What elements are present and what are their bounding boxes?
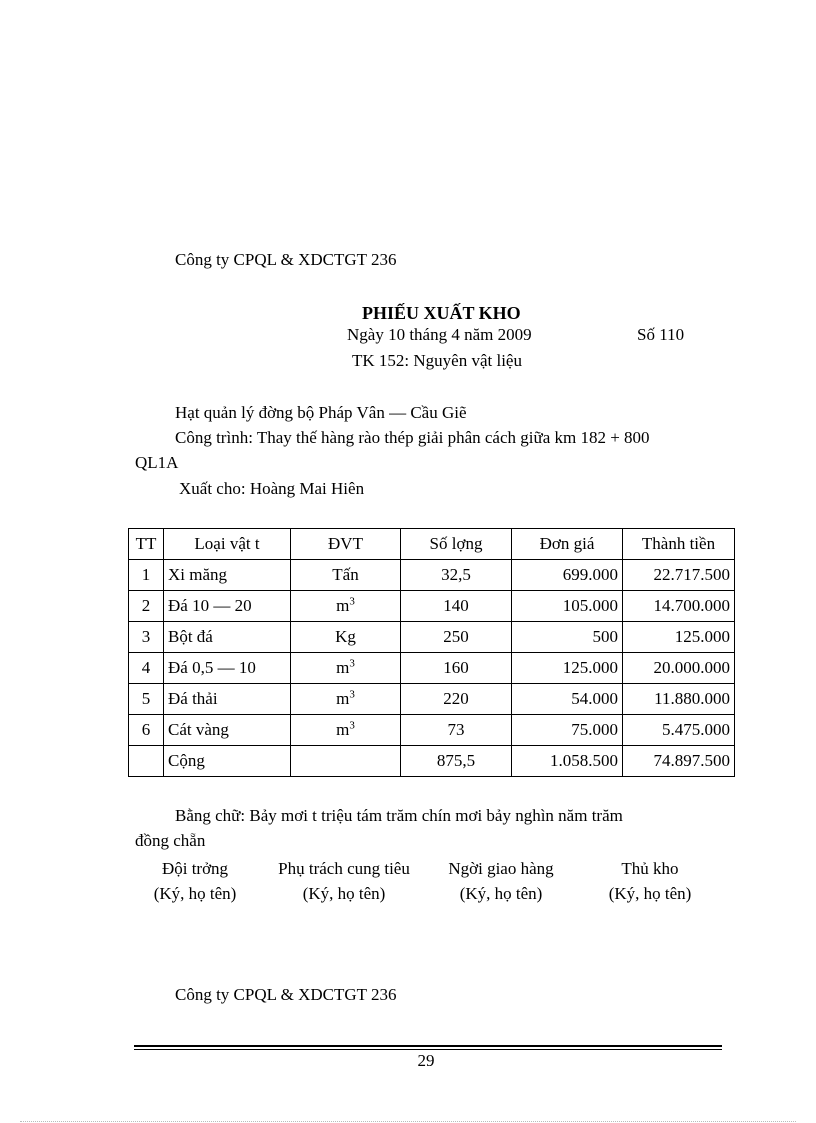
header-tt: TT xyxy=(129,529,164,560)
cell-amount: 20.000.000 xyxy=(623,653,735,684)
table-header-row xyxy=(129,529,735,560)
cell-unit: $m^3$ xyxy=(291,715,401,746)
footer-divider xyxy=(134,1045,722,1047)
total-unit-price: 1.058.500 xyxy=(512,746,623,777)
signature-note: (Ký, họ tên) xyxy=(302,884,386,903)
cell-tt: 2 xyxy=(129,591,164,622)
signature-team-leader xyxy=(120,856,270,906)
table-row xyxy=(129,653,735,684)
table-row xyxy=(129,591,735,622)
cell-amount: 125.000 xyxy=(623,622,735,653)
header-material: Loại vật t xyxy=(164,529,291,560)
header-unit: ĐVT xyxy=(291,529,401,560)
table-total-row xyxy=(129,746,735,777)
materials-table xyxy=(128,528,735,777)
cell-unit-price: 699.000 xyxy=(512,560,623,591)
cell-material: Đá 10 — 20 xyxy=(164,591,291,622)
cell-unit: $m^3$ xyxy=(291,591,401,622)
total-amount: 74.897.500 xyxy=(623,746,735,777)
cell-unit-price: 125.000 xyxy=(512,653,623,684)
signature-note: (Ký, họ tên) xyxy=(459,884,543,903)
signature-role: Phụ trách cung tiêu xyxy=(278,859,410,878)
table-row xyxy=(129,622,735,653)
table-row xyxy=(129,560,735,591)
footer-divider-thin xyxy=(134,1049,722,1050)
account-code: TK 152: Nguyên vật liệu xyxy=(352,351,522,370)
signature-role: Ngời giao hàng xyxy=(448,859,554,878)
cell-material: Cát vàng xyxy=(164,715,291,746)
cell-material: Xi măng xyxy=(164,560,291,591)
table-row xyxy=(129,684,735,715)
amount-in-words-line-1: Bằng chữ: Bảy mơi t triệu tám trăm chín mơi bảy nghìn năm trăm xyxy=(175,806,623,825)
signature-note: (Ký, họ tên) xyxy=(608,884,692,903)
cell-unit: $m^3$ xyxy=(291,653,401,684)
cell-quantity: 220 xyxy=(401,684,512,715)
cell-quantity: 140 xyxy=(401,591,512,622)
cell-unit-price: 500 xyxy=(512,622,623,653)
issued-to: Xuất cho: Hoàng Mai Hiên xyxy=(179,479,365,498)
cell-tt: 6 xyxy=(129,715,164,746)
cell-material: Đá thải xyxy=(164,684,291,715)
project-line-2: QL1A xyxy=(135,453,179,472)
cell-unit-price: 75.000 xyxy=(512,715,623,746)
cell-unit: Kg xyxy=(291,622,401,653)
cell-quantity: 73 xyxy=(401,715,512,746)
amount-in-words-line-2: đồng chẵn xyxy=(135,831,206,850)
document-date: Ngày 10 tháng 4 năm 2009 xyxy=(347,325,532,344)
total-label: Cộng xyxy=(164,746,291,777)
cell-unit-price: 54.000 xyxy=(512,684,623,715)
cell-quantity: 250 xyxy=(401,622,512,653)
page-bottom-dotted-line xyxy=(20,1121,796,1122)
signature-role: Thủ kho xyxy=(621,859,679,878)
cell-unit-price: 105.000 xyxy=(512,591,623,622)
signature-deliverer xyxy=(426,856,576,906)
total-quantity: 875,5 xyxy=(401,746,512,777)
page-number: 29 xyxy=(417,1051,435,1070)
cell-tt: 5 xyxy=(129,684,164,715)
signature-role: Đội trởng xyxy=(161,859,229,878)
cell-amount: 14.700.000 xyxy=(623,591,735,622)
cell-tt: 4 xyxy=(129,653,164,684)
signature-storekeeper xyxy=(575,856,725,906)
cell-amount: 22.717.500 xyxy=(623,560,735,591)
signature-supply-manager xyxy=(269,856,419,906)
cell-tt-empty xyxy=(129,746,164,777)
project-line-1: Công trình: Thay thế hàng rào thép giải phân cách giữa km 182 + 800 xyxy=(175,428,650,447)
cell-unit-empty xyxy=(291,746,401,777)
company-name-header: Công ty CPQL & XDCTGT 236 xyxy=(175,250,397,269)
cell-unit: $m^3$ xyxy=(291,684,401,715)
cell-amount: 5.475.000 xyxy=(623,715,735,746)
cell-material: Bột đá xyxy=(164,622,291,653)
header-unit-price: Đơn giá xyxy=(512,529,623,560)
table-row xyxy=(129,715,735,746)
cell-tt: 3 xyxy=(129,622,164,653)
cell-quantity: 32,5 xyxy=(401,560,512,591)
cell-material: Đá 0,5 — 10 xyxy=(164,653,291,684)
company-name-footer: Công ty CPQL & XDCTGT 236 xyxy=(175,985,397,1004)
cell-unit: Tấn xyxy=(291,560,401,591)
management-unit: Hạt quản lý đờng bộ Pháp Vân — Cầu Giẽ xyxy=(175,403,467,422)
signature-note: (Ký, họ tên) xyxy=(153,884,237,903)
cell-tt: 1 xyxy=(129,560,164,591)
cell-amount: 11.880.000 xyxy=(623,684,735,715)
header-quantity: Số lợng xyxy=(401,529,512,560)
document-title: PHIẾU XUẤT KHO xyxy=(362,303,521,323)
document-number: Số 110 xyxy=(637,325,685,344)
header-amount: Thành tiền xyxy=(623,529,735,560)
cell-quantity: 160 xyxy=(401,653,512,684)
